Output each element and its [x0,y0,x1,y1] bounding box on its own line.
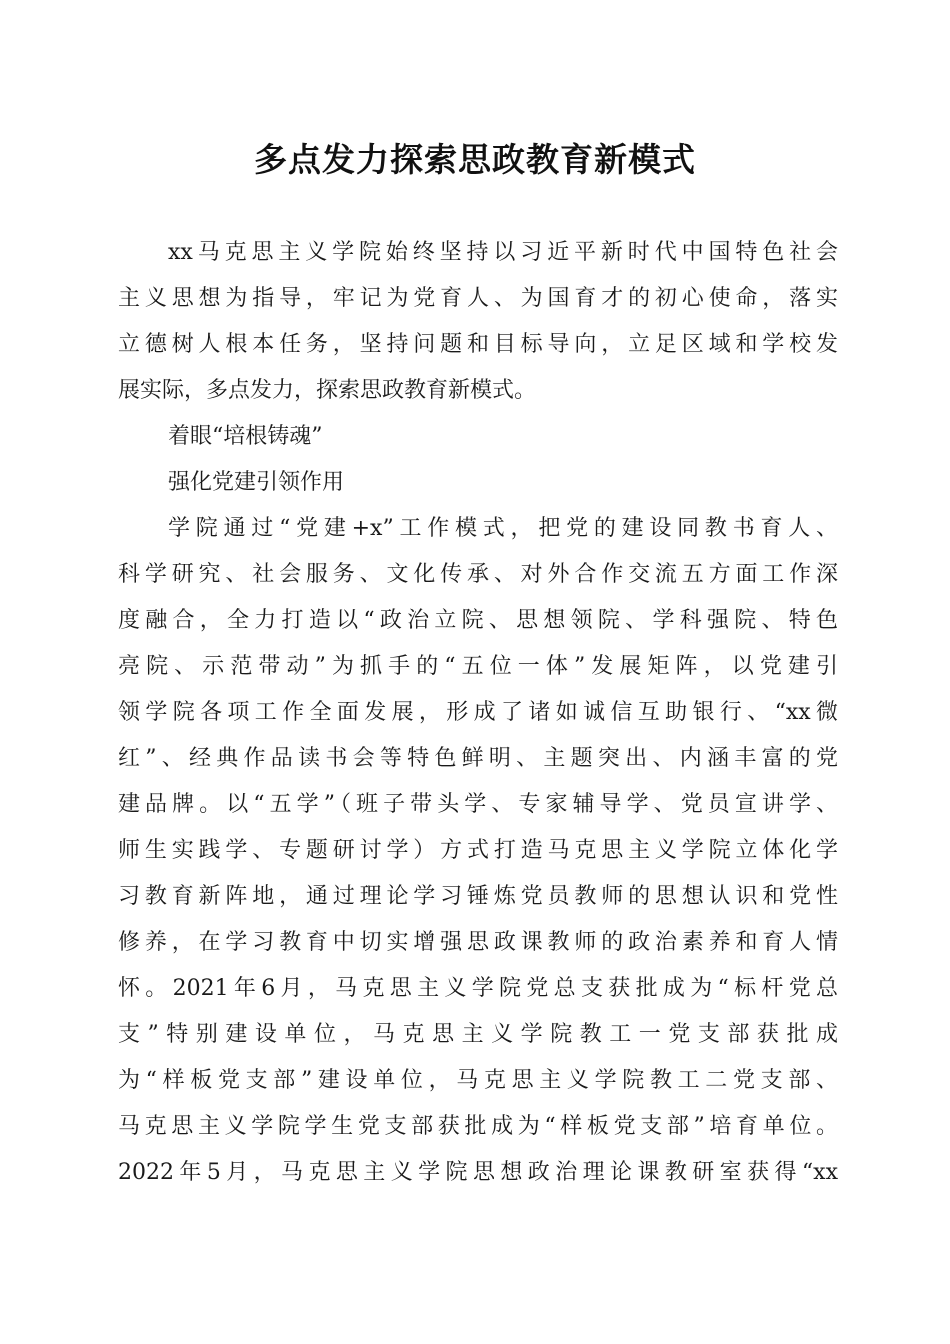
paragraph-line: 展实际，多点发力，探索思政教育新模式。 [118,378,537,403]
paragraph-line: 领学院各项工作全面发展，形成了诸如诚信互助银行、“xx微 [118,700,838,725]
paragraph-line: 2022年5月，马克思主义学院思想政治理论课教研室获得“xx [118,1160,838,1185]
paragraph-line: 科学研究、社会服务、文化传承、对外合作交流五方面工作深 [118,562,838,587]
paragraph-line: 亮院、示范带动”为抓手的“五位一体”发展矩阵，以党建引 [118,654,838,679]
paragraph-line: 红”、经典作品读书会等特色鲜明、主题突出、内涵丰富的党 [118,746,838,771]
paragraph-line: 主义思想为指导，牢记为党育人、为国育才的初心使命，落实 [118,286,838,311]
document-title: 多点发力探索思政教育新模式 [254,140,696,179]
paragraph-line: 师生实践学、专题研讨学）方式打造马克思主义学院立体化学 [118,838,838,863]
subsection-heading: 强化党建引领作用 [168,470,345,495]
paragraph-line: 立德树人根本任务，坚持问题和目标导向，立足区域和学校发 [118,332,838,357]
paragraph-line: xx马克思主义学院始终坚持以习近平新时代中国特色社会 [168,240,838,265]
paragraph-line: 支”特别建设单位，马克思主义学院教工一党支部获批成 [118,1022,838,1047]
paragraph-line: 度融合，全力打造以“政治立院、思想领院、学科强院、特色 [118,608,838,633]
paragraph-line: 习教育新阵地，通过理论学习锤炼党员教师的思想认识和党性 [118,884,838,909]
section-heading: 着眼“培根铸魂” [168,424,323,449]
paragraph-line: 为“样板党支部”建设单位，马克思主义学院教工二党支部、 [118,1068,838,1093]
paragraph-line: 马克思主义学院学生党支部获批成为“样板党支部”培育单位。 [118,1114,838,1139]
paragraph-line: 建品牌。以“五学”（班子带头学、专家辅导学、党员宣讲学、 [118,792,838,817]
paragraph-line: 怀。2021年6月，马克思主义学院党总支获批成为“标杆党总 [118,976,838,1001]
paragraph-line: 学院通过“党建+x”工作模式，把党的建设同教书育人、 [168,516,838,541]
paragraph-line: 修养，在学习教育中切实增强思政课教师的政治素养和育人情 [118,930,838,955]
